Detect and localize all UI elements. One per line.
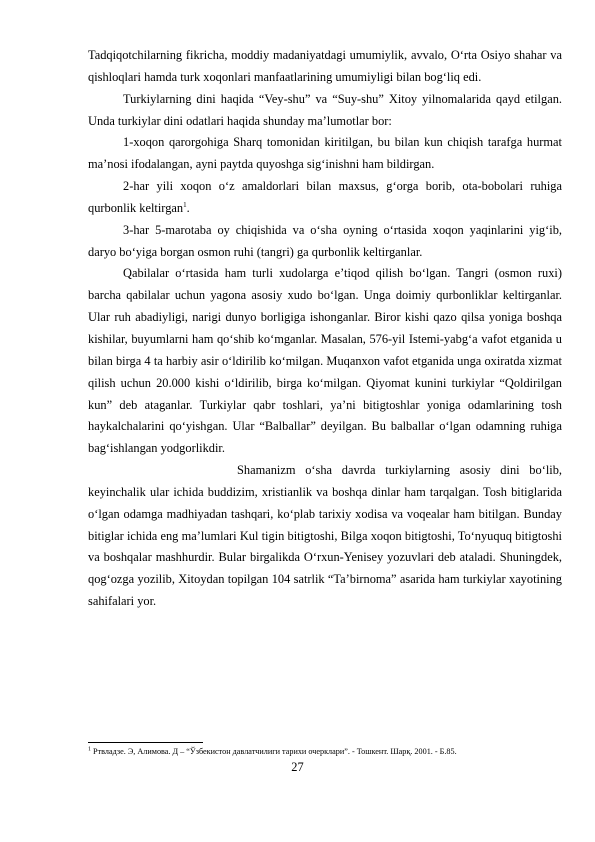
footnote-mark: 1: [88, 746, 91, 753]
page-number: 27: [291, 760, 304, 774]
footnote-text: Ртвладзе. Э, Алимова. Д – “Ўзбекистон давлатчилиги тарихи очерклари”. - Тошкент. Шарқ. 2001. - Б.85.: [93, 747, 457, 756]
body-text: [88, 45, 562, 613]
paragraph-2: Turkiylarning dini haqida “Vey-shu” va “Suy-shu” Xitoy yilnomalarida qayd etilgan. Unda turkiylar dini odatlari haqida shunday ma’lumotlar bor:: [88, 91, 562, 128]
paragraph-5: 3-har 5-marotaba oy chiqishida va o‘sha oyning o‘rtasida xoqon yaqinlarini yig‘ib, daryo bo‘yiga borgan osmon ruhi (tangri) ga qurbonlik keltirganlar.: [88, 222, 562, 259]
footnote-reference[interactable]: 1: [183, 200, 187, 209]
footnote-separator: [88, 742, 203, 743]
paragraph-4-text: 2-har yili xoqon o‘z amaldorlari bilan maxsus, g‘orga borib, ota-bobolari ruhiga qurbonlik keltirgan: [88, 179, 562, 215]
paragraph-4: [88, 176, 562, 220]
paragraph-6: Qabilalar o‘rtasida ham turli xudolarga e’tiqod qilish bo‘lgan. Tangri (osmon ruxi) barcha qabilalar uchun yagona asosiy xudo bo‘lgan. Unga doimiy qurbonliklar keltirganlar. Ular ruh abadiyligi, narigi dunyo borligiga ishonganlar. Biror kishi qazo qilsa yoniga boshqa kishilar, buyumlarni ham qo‘shib ko‘mganlar. Masalan, 576-yil Istemi-yabg‘a vafot etganida u bilan birga 4 ta harbiy asir o‘ldirilib ko‘milgan. Muqanxon vafot etganida unga oxiratda xizmat qilish uchun 20.000 kishi o‘ldirilib, birga ko‘milgan. Qiyomat kunini turkiylar “Qoldirilgan kun” deb ataganlar. Turkiylar qabr toshlari, ya’ni bitigtoshlar yoniga odamlarining tosh haykalchalarini qo‘yishgan. Ular “Balballar” deyilgan. Bu balballar o‘lgan odamning ruhiga bag‘ishlangan yodgorlikdir.: [88, 266, 562, 456]
paragraph-3: 1-xoqon qarorgohiga Sharq tomonidan kiritilgan, bu bilan kun chiqish tarafga hurmat ma’nosi ifodalangan, ayni paytda quyoshga sig‘inishni ham bildirgan.: [88, 135, 562, 172]
paragraph-4-end: .: [186, 200, 190, 215]
paragraph-7: Shamanizm o‘sha davrda turkiylarning asosiy dini bo‘lib, keyinchalik ular ichida buddizim, xristianlik va boshqa dinlar ham tarqalgan. Tosh bitiglarida o‘lgan odamga madhiyadan tashqari, ko‘plab tarixiy xodisa va voqealar ham bitilgan. Bunday bitiglar ichida eng ma’lumlari Kul tigin bitigtoshi, Bilga xoqon bitigtoshi, To‘nyuquq bitigtoshi va boshqalar mashhurdir. Bular birgalikda O‘rxun-Yenisey yozuvlari deb ataladi. Shuningdek, qog‘ozga yozilib, Xitoydan topilgan 104 satrlik “Ta’birnoma” asarida ham turkiylar xayotining sahifalari yor.: [88, 463, 562, 609]
paragraph-1: Tadqiqotchilarning fikricha, moddiy madaniyatdagi umumiylik, avvalo, O‘rta Osiyo shahar va qishloqlari hamda turk xoqonlari manfaatlarining umumiyligi bilan bog‘liq edi.: [88, 48, 562, 84]
footnote: [88, 746, 562, 757]
